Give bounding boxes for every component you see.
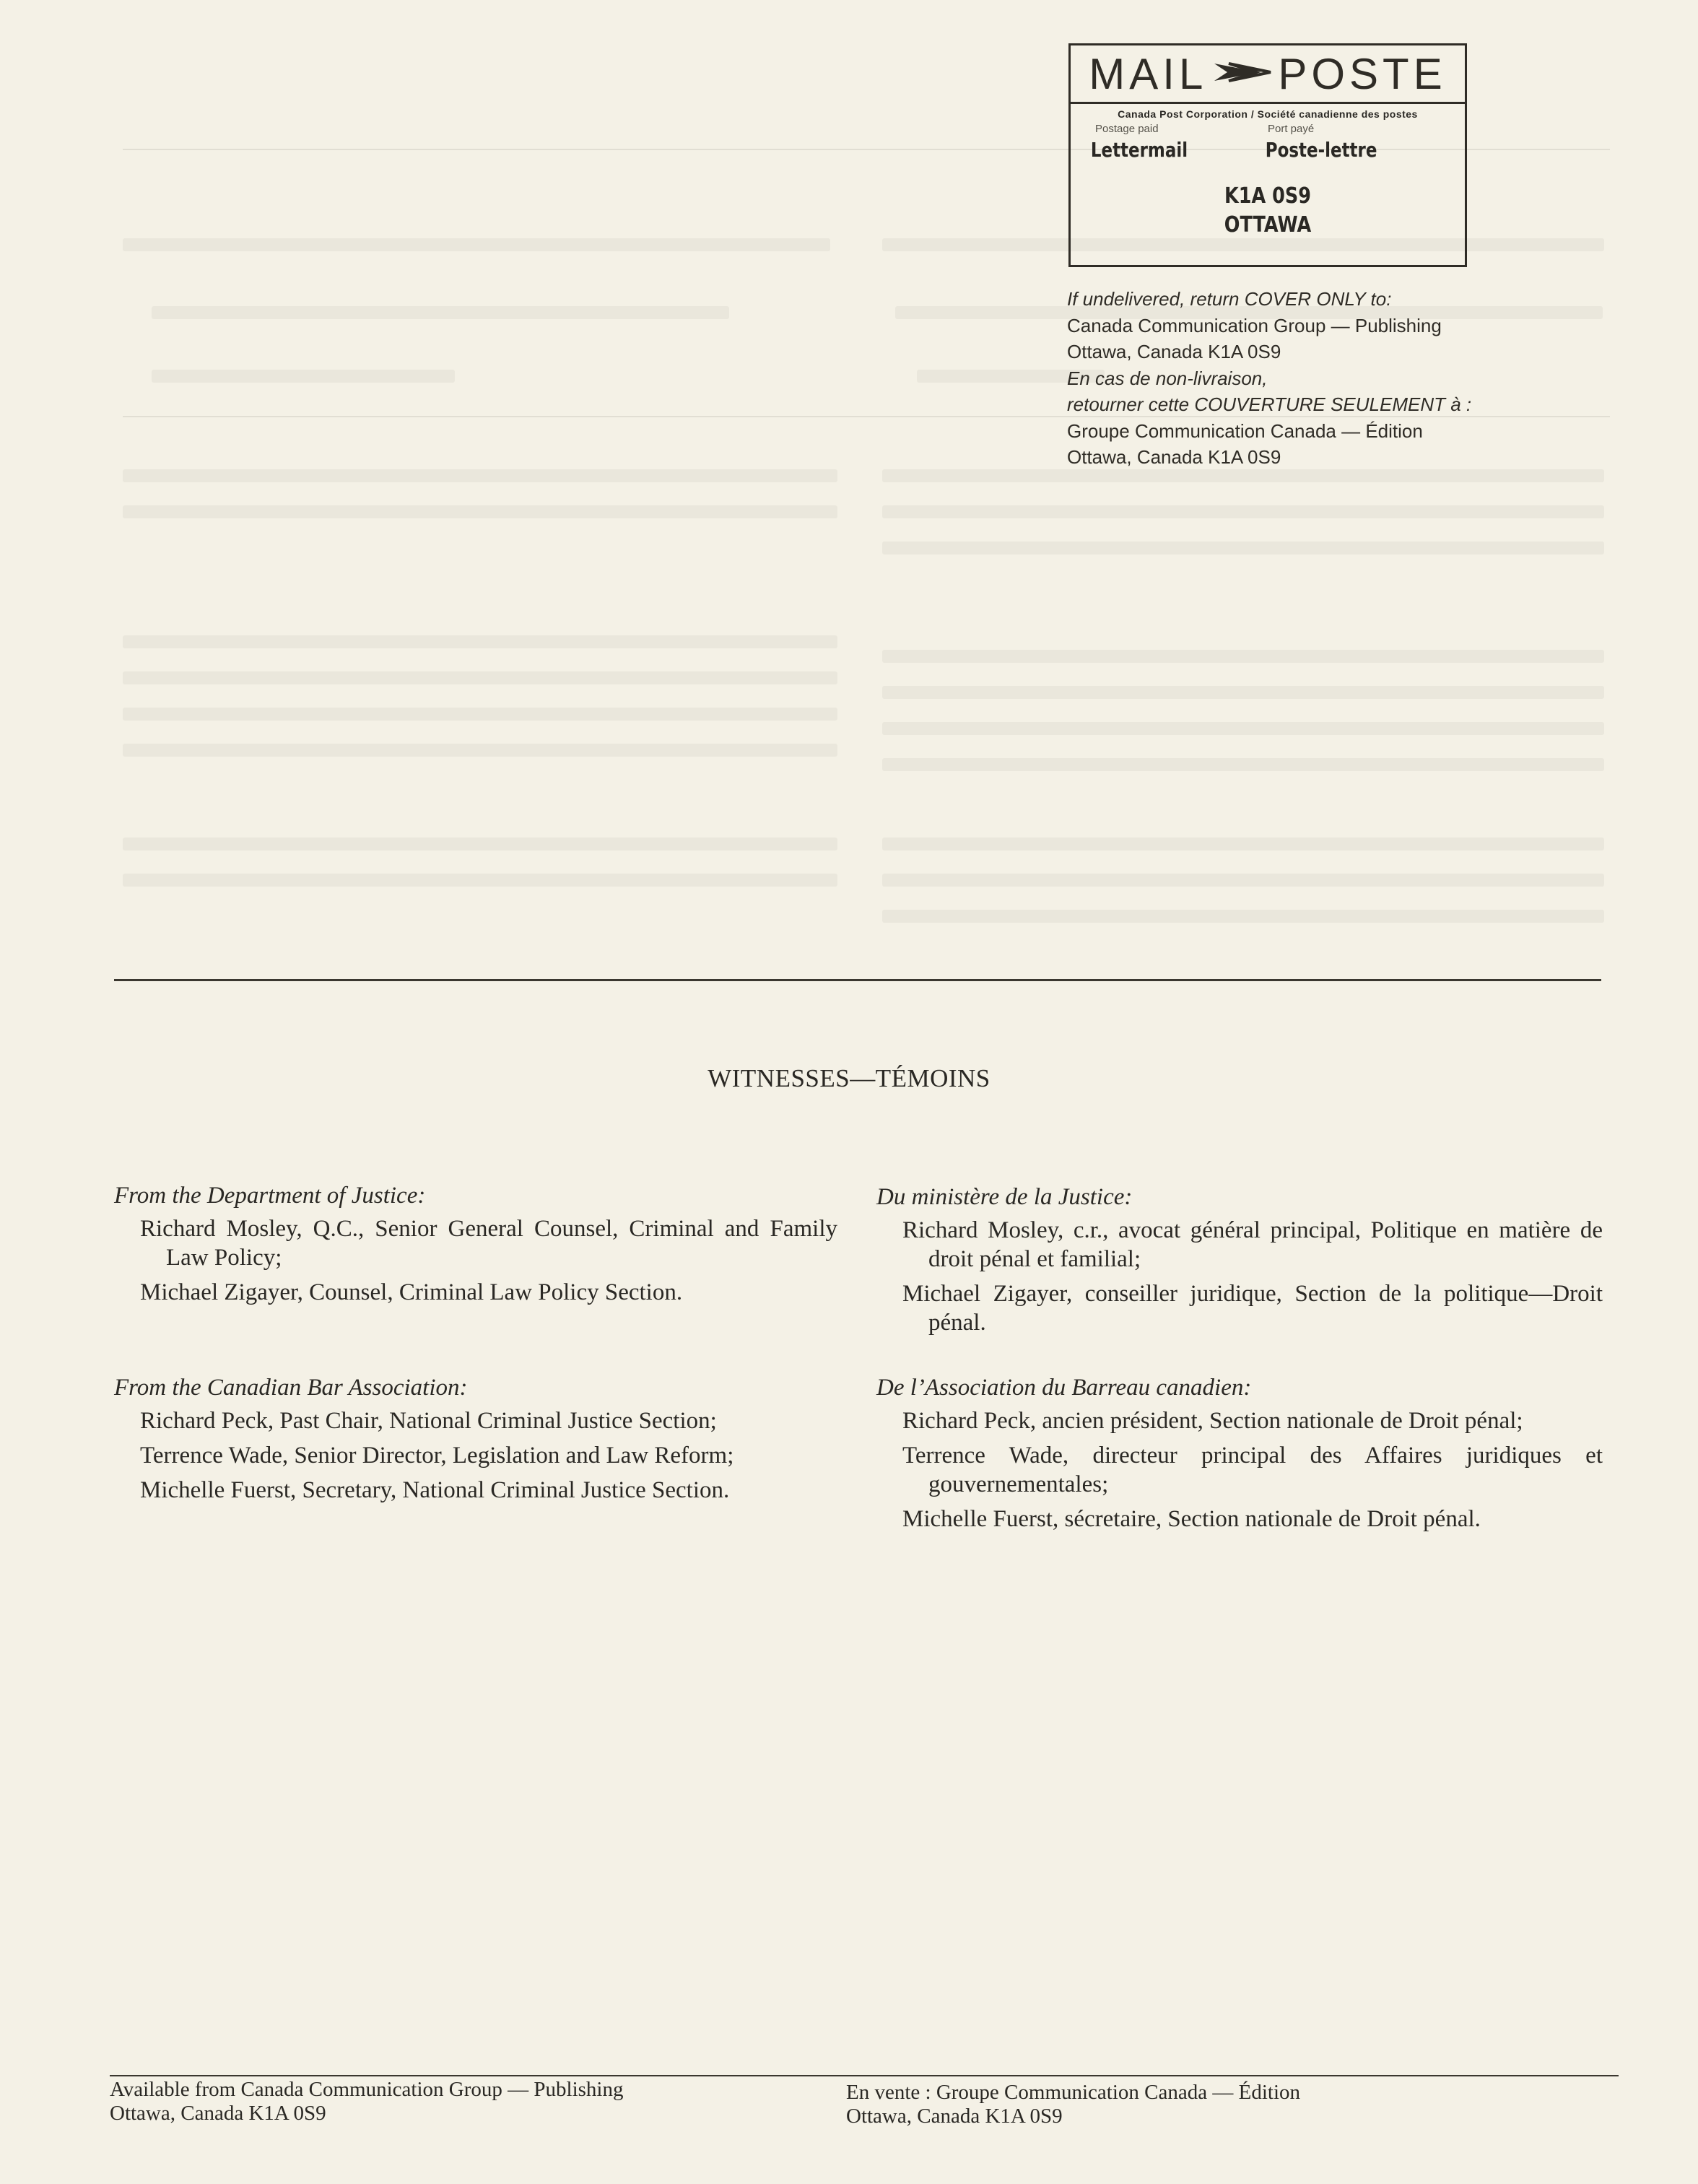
witnesses-title: WITNESSES—TÉMOINS	[708, 1064, 991, 1092]
ghost-text-line	[123, 744, 837, 757]
witness-entry: Terrence Wade, Senior Director, Legislation and Law Reform;	[140, 1443, 734, 1469]
ghost-text-line	[123, 708, 837, 721]
return-line: Ottawa, Canada K1A 0S9	[1067, 446, 1281, 468]
ghost-text-line	[882, 650, 1604, 663]
witness-entry: Richard Mosley, Q.C., Senior General Counsel, Criminal and Family Law Policy;	[140, 1216, 837, 1271]
group-heading: De l’Association du Barreau canadien:	[876, 1375, 1252, 1401]
mail-poste-logo	[1071, 45, 1465, 104]
ghost-text-line	[882, 686, 1604, 699]
group-heading: From the Department of Justice:	[114, 1183, 426, 1209]
witness-entry: Michelle Fuerst, sécretaire, Section nationale de Droit pénal.	[902, 1506, 1481, 1532]
group-heading: From the Canadian Bar Association:	[114, 1375, 468, 1401]
postal-destination	[1100, 182, 1435, 240]
witness-entry: Richard Mosley, c.r., avocat général principal, Politique en matière de droit pénal et familial;	[902, 1217, 1603, 1272]
return-line: Groupe Communication Canada — Édition	[1067, 419, 1423, 442]
ghost-text-line	[882, 910, 1604, 923]
witnesses-column-fr	[876, 1183, 1603, 1343]
footer-line: Ottawa, Canada K1A 0S9	[110, 2102, 326, 2125]
witness-group-justice-fr	[876, 1183, 1603, 1337]
witnesses-column-en-bar	[114, 1373, 837, 1510]
return-address	[1067, 286, 1587, 471]
return-line: Ottawa, Canada K1A 0S9	[1067, 341, 1281, 362]
ghost-text-line	[123, 838, 837, 850]
ghost-text-line	[882, 505, 1604, 518]
witness-group-bar-en	[114, 1373, 837, 1505]
ghost-text-line	[882, 469, 1604, 482]
ghost-text-line	[123, 505, 837, 518]
ghost-text-line	[152, 370, 455, 383]
brand-left: MAIL	[1089, 49, 1208, 98]
postal-code: K1A 0S9	[1224, 183, 1311, 209]
footer-divider	[110, 2075, 1619, 2076]
ghost-text-line	[123, 874, 837, 887]
return-heading-en: If undelivered, return COVER ONLY to:	[1067, 288, 1392, 310]
witness-group-bar-fr	[876, 1373, 1603, 1533]
ghost-text-line	[882, 874, 1604, 887]
mail-poste-indicia	[1068, 43, 1467, 267]
ghost-text-line	[882, 541, 1604, 554]
witness-entry: Richard Peck, Past Chair, National Criminal Justice Section;	[140, 1408, 717, 1434]
postage-paid-row	[1071, 123, 1465, 135]
ghost-text-line	[882, 722, 1604, 735]
witness-entry: Richard Peck, ancien président, Section nationale de Droit pénal;	[902, 1408, 1523, 1434]
return-heading-fr: retourner cette COUVERTURE SEULEMENT à :	[1067, 393, 1472, 415]
witness-entry: Michael Zigayer, conseiller juridique, Section de la politique—Droit pénal.	[902, 1281, 1603, 1336]
ghost-text-line	[882, 838, 1604, 850]
footer-line: Available from Canada Communication Group — Publishing	[110, 2078, 624, 2101]
witness-entry: Michael Zigayer, Counsel, Criminal Law Policy Section.	[140, 1279, 683, 1305]
brand-right: POSTE	[1278, 49, 1447, 98]
corporation-name: Canada Post Corporation / Société canadienne des postes	[1118, 108, 1418, 120]
ghost-text-line	[123, 671, 837, 684]
group-heading: Du ministère de la Justice:	[876, 1184, 1133, 1210]
witnesses-column-en	[114, 1181, 837, 1313]
ghost-text-line	[123, 469, 837, 482]
postage-paid-label: Postage paid	[1095, 123, 1159, 135]
footer-line: En vente : Groupe Communication Canada — Édition	[846, 2081, 1301, 2104]
ghost-text-line	[152, 306, 729, 319]
poste-lettre-label: Poste-lettre	[1265, 138, 1377, 162]
ghost-text-line	[123, 635, 837, 648]
canada-post-arrow-icon	[1213, 59, 1272, 88]
footer-en	[110, 2078, 623, 2126]
footer-fr	[846, 2081, 1300, 2128]
footer-line: Ottawa, Canada K1A 0S9	[846, 2105, 1063, 2128]
ghost-text-line	[123, 238, 830, 251]
lettermail-label: Lettermail	[1090, 138, 1188, 162]
port-paye-label: Port payé	[1268, 123, 1315, 135]
lettermail-row	[1071, 138, 1460, 162]
return-line: Canada Communication Group — Publishing	[1067, 314, 1442, 336]
return-heading-fr: En cas de non-livraison,	[1067, 367, 1268, 389]
section-divider	[114, 979, 1601, 981]
witness-group-justice-en	[114, 1181, 837, 1307]
witness-entry: Terrence Wade, directeur principal des Affaires juridiques et gouvernementales;	[902, 1443, 1603, 1497]
witness-entry: Michelle Fuerst, Secretary, National Criminal Justice Section.	[140, 1477, 730, 1503]
ghost-text-line	[882, 758, 1604, 771]
postal-city: OTTAWA	[1224, 212, 1312, 238]
witnesses-column-fr-bar	[876, 1373, 1603, 1539]
